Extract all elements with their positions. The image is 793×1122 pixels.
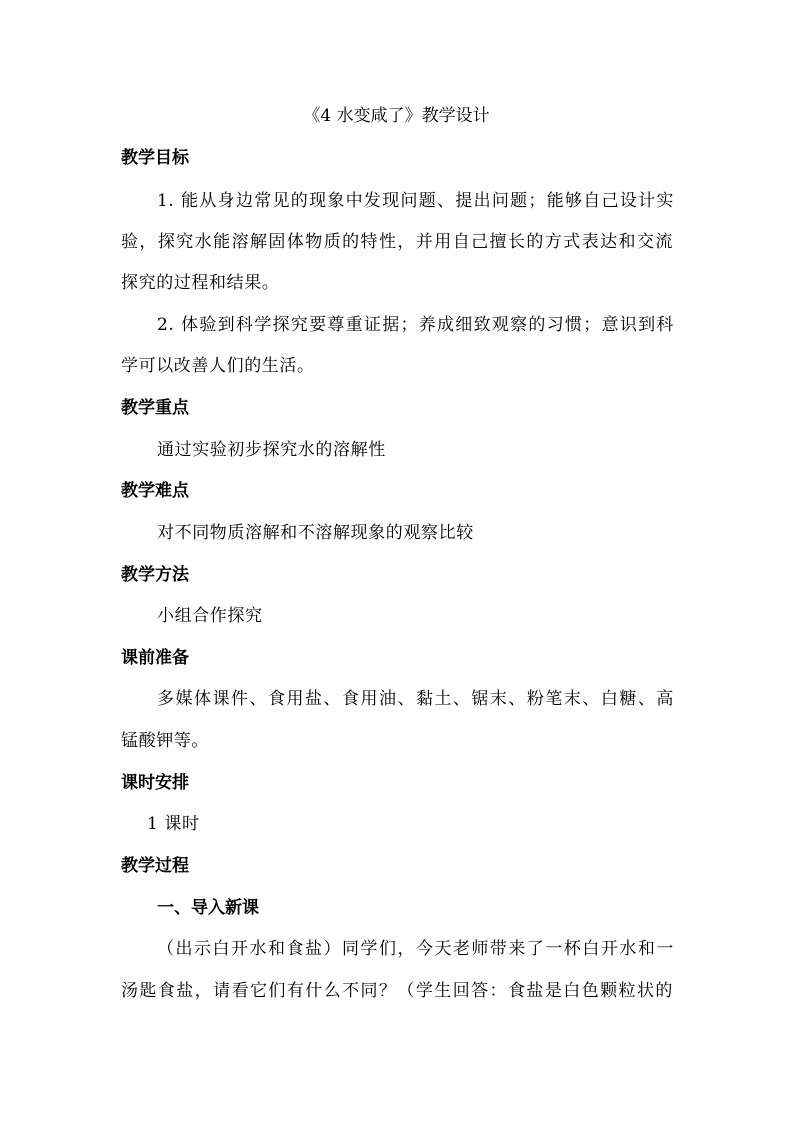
difficulties-text: 对不同物质溶解和不溶解现象的观察比较: [157, 523, 474, 543]
process-line2: 汤匙食盐，请看它们有什么不同？（学生回答：食盐是白色颗粒状的: [121, 981, 673, 1001]
heading-goals: 教学目标: [121, 148, 189, 168]
schedule-text: 1 课时: [147, 814, 200, 834]
heading-difficulties: 教学难点: [121, 481, 189, 501]
goals-p2-line2: 学可以改善人们的生活。: [121, 356, 315, 376]
preparation-line1: 多媒体课件、食用盐、食用油、黏土、锯末、粉笔末、白糖、高: [157, 689, 674, 709]
process-subheading-intro: 一、导入新课: [157, 898, 259, 918]
document-title: 《4 水变咸了》教学设计: [303, 106, 490, 126]
heading-schedule: 课时安排: [121, 773, 189, 793]
goals-p1-line3: 探究的过程和结果。: [121, 273, 280, 293]
key-points-text: 通过实验初步探究水的溶解性: [157, 440, 386, 460]
goals-p1-line2: 验，探究水能溶解固体物质的特性，并用自己擅长的方式表达和交流: [121, 232, 673, 252]
goals-p1-line1: 1. 能从身边常见的现象中发现问题、提出问题；能够自己设计实: [157, 191, 674, 211]
heading-method: 教学方法: [121, 565, 189, 585]
heading-key-points: 教学重点: [121, 398, 189, 418]
process-line1: （出示白开水和食盐）同学们，今天老师带来了一杯白开水和一: [157, 939, 674, 959]
heading-preparation: 课前准备: [121, 648, 189, 668]
method-text: 小组合作探究: [157, 606, 263, 626]
preparation-line2: 锰酸钾等。: [121, 731, 209, 751]
goals-p2-line1: 2. 体验到科学探究要尊重证据；养成细致观察的习惯；意识到科: [157, 315, 674, 335]
heading-process: 教学过程: [121, 856, 189, 876]
